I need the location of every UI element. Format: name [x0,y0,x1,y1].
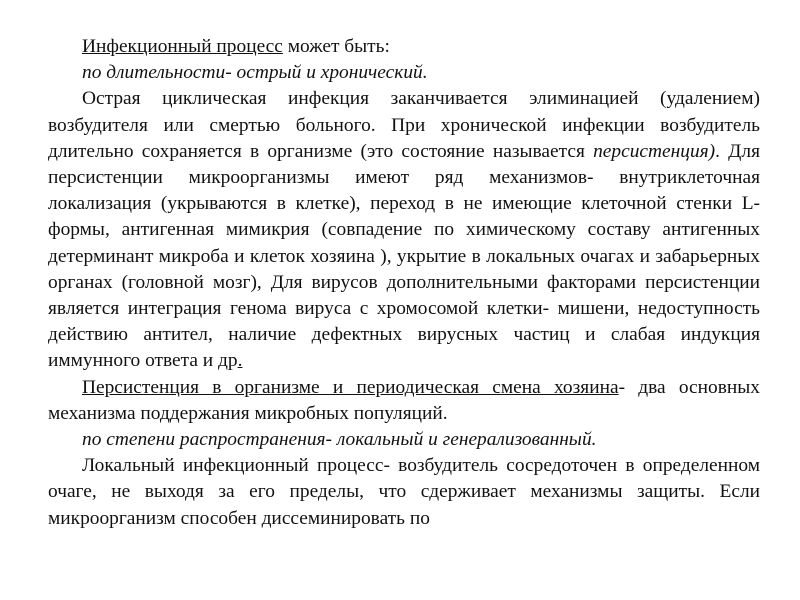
paragraph-duration [48,60,760,86]
paragraph-acute-chronic [48,86,760,374]
intro-rest: может быть: [282,36,390,57]
duration-classification: по длительности- острый и хронический. [82,62,428,84]
paragraph-persistence [48,375,760,427]
acute-chronic-text-b: . Для персистенции микроорганизмы имеют ряд механизмов- внутриклеточная локализация (укрываются в клетке), переход в не имеющие клеточной стенки L- формы, антигенная мимикрия (совпадение по химическому составу антигенных детерминант микроба и клеток хозяина ), укрытие в локальных очагах и забарьерных органах (головной мозг), Для вирусов дополнительными факторами персистенции является интеграция генома вируса с хромосомой клетки- мишени, недоступность действию антител, наличие дефектных вирусных частиц и слабая индукция иммунного ответа и др [48,140,760,372]
paragraph-local-process [48,453,760,532]
term-persistence: персистенция) [593,140,716,162]
acute-chronic-text-a: Острая циклическая инфекция заканчивается элиминацией (удалением) возбудителя или смертью больного. При хронической инфекции возбудитель длительно сохраняется в организме (это состояние называется [48,88,760,162]
term-infectious-process: Инфекционный процесс [82,36,283,57]
persistence-rest: - два основных механизма поддержания микробных популяций. [48,376,760,424]
acute-chronic-end: . [237,350,243,372]
local-process-text: Локальный инфекционный процесс- возбудитель сосредоточен в определенном очаге, не выходя за его пределы, что сдерживает механизмы защиты. Если микроорганизм способен диссеминировать по [48,455,760,529]
spread-classification: по степени распространения- локальный и генерализованный. [82,429,597,451]
term-persistence-host-change: Персистенция в организме и периодическая смена хозяина [82,376,619,398]
paragraph-spread [48,427,760,453]
paragraph-intro [48,34,760,60]
